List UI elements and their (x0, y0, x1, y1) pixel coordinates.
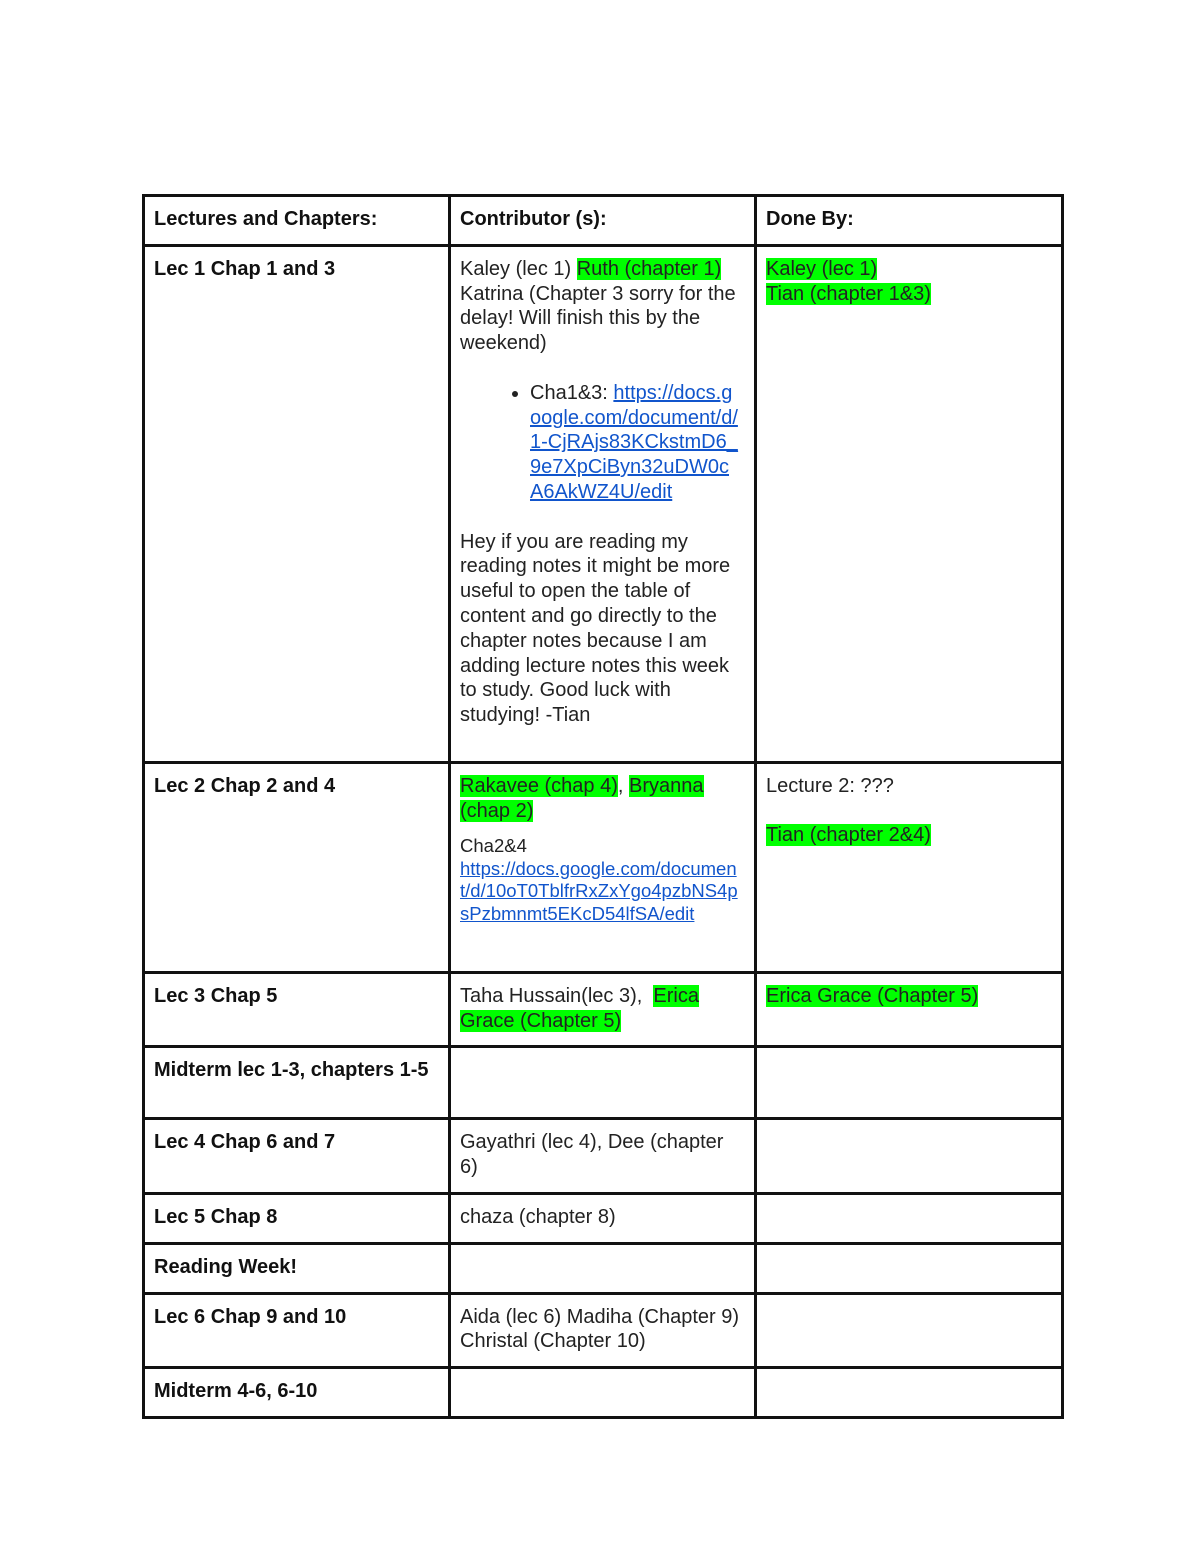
highlighted-contributor: Erica Grace (Chapter 5) (460, 984, 699, 1032)
row-contributors (450, 1368, 756, 1418)
separator-text: , (617, 774, 629, 797)
done-text: Lecture 2: ??? (766, 774, 894, 797)
row-topic: Lec 6 Chap 9 and 10 (144, 1293, 450, 1368)
contributor-text: Taha Hussain(lec 3), (460, 984, 654, 1007)
header-contributors: Contributor (s): (450, 196, 756, 246)
table-row (144, 1243, 1063, 1293)
row-topic: Reading Week! (144, 1243, 450, 1293)
contributions-table (142, 194, 1064, 1419)
row-done-by (756, 1193, 1063, 1243)
table-row (144, 762, 1063, 972)
table-row (144, 1119, 1063, 1194)
highlighted-done: Tian (chapter 1&3) (766, 282, 931, 305)
highlighted-done: Tian (chapter 2&4) (766, 824, 931, 847)
table-row (144, 1293, 1063, 1368)
highlighted-done: Erica Grace (Chapter 5) (766, 984, 979, 1007)
doc-link[interactable]: https://docs.google.com/document/d/1-CjRAjs83KCkstmD6_9e7XpCiByn32uDW0cA6AkWZ4U/edit (530, 381, 738, 503)
row-done-by (756, 972, 1063, 1047)
highlighted-contributor: Bryanna (chap 2) (460, 774, 704, 822)
header-row (144, 196, 1063, 246)
row-contributors (450, 245, 756, 762)
table-row (144, 1047, 1063, 1119)
row-done-by (756, 1368, 1063, 1418)
row-topic: Lec 4 Chap 6 and 7 (144, 1119, 450, 1194)
header-done-by: Done By: (756, 196, 1063, 246)
row-done-by (756, 1119, 1063, 1194)
highlighted-done: Kaley (lec 1) (766, 257, 878, 280)
row-topic: Lec 3 Chap 5 (144, 972, 450, 1047)
row-contributors (450, 1243, 756, 1293)
row-done-by (756, 1243, 1063, 1293)
row-done-by (756, 1293, 1063, 1368)
row-topic: Lec 5 Chap 8 (144, 1193, 450, 1243)
row-done-by (756, 245, 1063, 762)
table-row (144, 245, 1063, 762)
link-label: Cha1&3: (530, 381, 614, 404)
link-label: Cha2&4 (460, 835, 527, 857)
table-row (144, 1193, 1063, 1243)
header-lectures: Lectures and Chapters: (144, 196, 450, 246)
table-row (144, 1368, 1063, 1418)
row-contributors (450, 1047, 756, 1119)
table-row (144, 972, 1063, 1047)
highlighted-contributor: Ruth (chapter 1) (576, 257, 722, 280)
contributor-line (460, 774, 742, 824)
row-done-by (756, 762, 1063, 972)
row-done-by (756, 1047, 1063, 1119)
row-contributors: Gayathri (lec 4), Dee (chapter 6) (450, 1119, 756, 1194)
contributor-line (460, 257, 742, 282)
row-topic: Lec 1 Chap 1 and 3 (144, 245, 450, 762)
row-topic: Lec 2 Chap 2 and 4 (144, 762, 450, 972)
row-contributors (450, 762, 756, 972)
list-item (530, 381, 742, 505)
contributor-text: Katrina (Chapter 3 sorry for the delay! Will finish this by the weekend) (460, 282, 736, 355)
row-contributors: chaza (chapter 8) (450, 1193, 756, 1243)
row-contributors (450, 972, 756, 1047)
row-topic: Midterm lec 1-3, chapters 1-5 (144, 1047, 450, 1119)
link-list (460, 381, 742, 505)
contributor-text: Kaley (lec 1) (460, 257, 577, 280)
highlighted-contributor: Rakavee (chap 4) (460, 774, 618, 797)
row-contributors: Aida (lec 6) Madiha (Chapter 9) Christal (Chapter 10) (450, 1293, 756, 1368)
row-topic: Midterm 4-6, 6-10 (144, 1368, 450, 1418)
note-text: Hey if you are reading my reading notes it might be more useful to open the table of content and go directly to the chapter notes because I am adding lecture notes this week to study. Good luck with studying! -Tian (460, 530, 731, 727)
doc-link[interactable]: https://docs.google.com/document/d/10oT0TblfrRxZxYgo4pzbNS4psPzbmnmt5EKcD54lfSA/edit (460, 857, 738, 924)
